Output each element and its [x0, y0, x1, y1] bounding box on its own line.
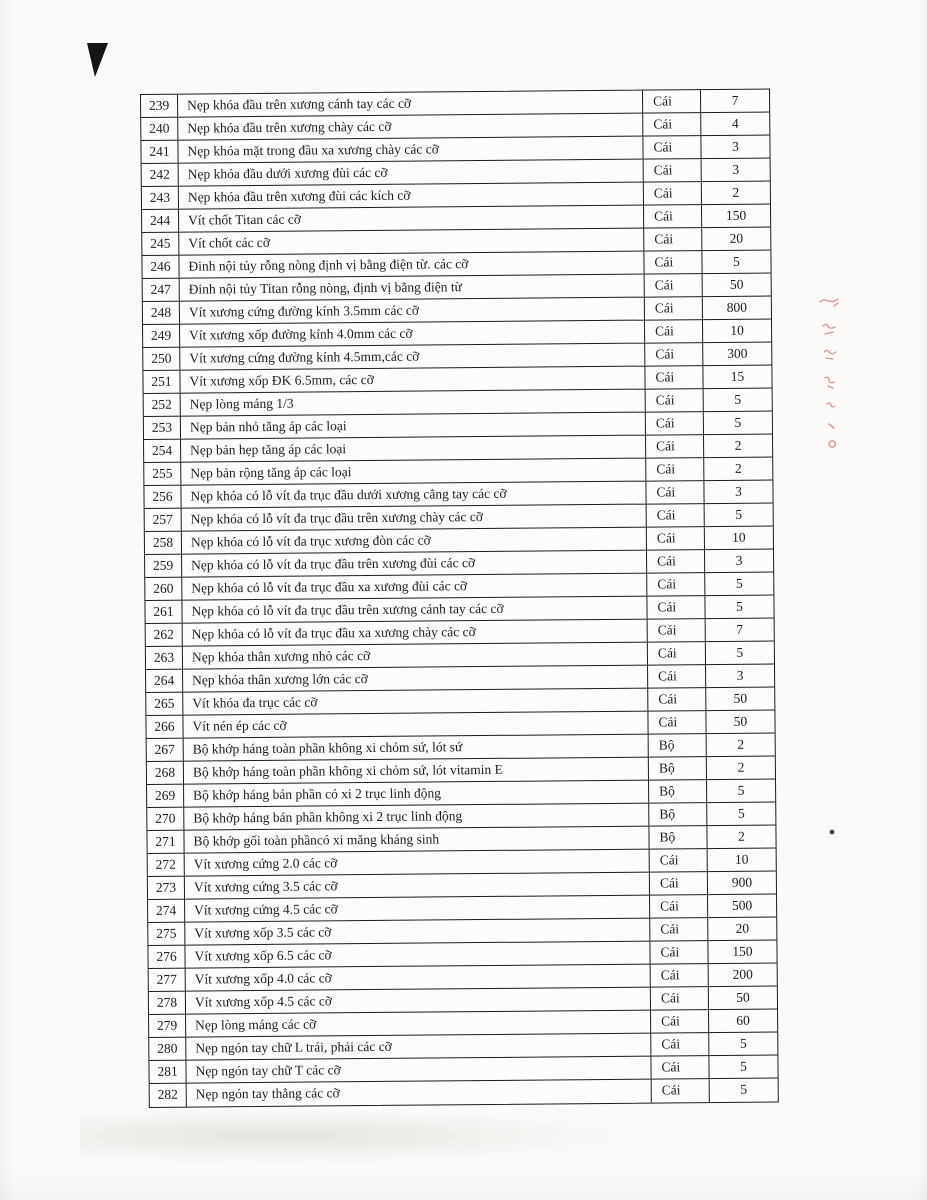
quantity-cell: 5 — [734, 414, 742, 430]
item-description-cell: Bộ khớp háng toàn phần không xi chỏm sứ, lót vitamin E — [184, 758, 649, 784]
item-description-cell: Vít xương xốp 4.0 các cỡ — [186, 965, 651, 991]
item-description-cell: Nẹp khóa đầu trên xương chày các cỡ — [178, 114, 643, 140]
row-number-cell: 268 — [147, 762, 184, 784]
row-number-cell: 260 — [145, 578, 182, 600]
quantity-cell: 5 — [736, 644, 744, 660]
row-number-cell: 254 — [144, 440, 181, 462]
unit-cell: Cái — [650, 872, 708, 895]
unit-cell: Cái — [646, 458, 704, 481]
item-description-cell: Nẹp khóa có lỗ vít đa trục xương đòn các cỡ — [182, 528, 647, 554]
item-description-cell: Nẹp bản hẹp tăng áp các loại — [181, 436, 646, 462]
unit-cell: Cái — [651, 1033, 709, 1056]
item-description-cell: Vít xương cứng 4.5 các cỡ — [185, 896, 650, 922]
row-number-cell: 277 — [149, 969, 186, 991]
item-description-cell: Vít xương cứng đường kính 4.5mm,các cỡ — [180, 344, 645, 370]
row-number-cell: 255 — [144, 463, 181, 485]
quantity-cell: 5 — [739, 1035, 747, 1051]
row-number-cell: 270 — [147, 808, 184, 830]
quantity-cell: 2 — [732, 184, 740, 200]
item-description-cell: Nẹp khóa đầu trên xương cánh tay các cỡ — [178, 91, 643, 117]
unit-cell: Cái — [650, 918, 708, 941]
unit-cell: Cái — [646, 389, 704, 412]
row-number-cell: 266 — [146, 716, 183, 738]
item-description-cell: Nẹp khóa có lỗ vít đa trục đầu trên xương đùi các cỡ — [182, 551, 647, 577]
row-number-cell: 250 — [143, 348, 180, 370]
row-number-cell: 262 — [146, 624, 183, 646]
unit-cell: Cái — [646, 412, 704, 435]
unit-cell: Cái — [648, 688, 706, 711]
row-number-cell: 258 — [145, 532, 182, 554]
row-number-cell: 251 — [143, 371, 180, 393]
item-description-cell: Nẹp bản rộng tăng áp các loại — [181, 459, 646, 485]
quantity-cell: 4 — [731, 115, 739, 131]
unit-cell: Cái — [645, 274, 703, 297]
unit-cell: Cái — [643, 90, 701, 113]
item-description-cell: Nẹp khóa thân xương nhỏ các cỡ — [183, 643, 648, 669]
unit-cell: Cái — [650, 941, 708, 964]
quantity-cell: 3 — [735, 483, 742, 499]
item-description-cell: Bộ khớp háng bán phần có xi 2 trục linh động — [184, 781, 649, 807]
quantity-cell: 2 — [734, 460, 742, 476]
quantity-cell: 5 — [740, 1081, 748, 1097]
item-description-cell: Bộ khớp gối toàn phầncó xi măng kháng sinh — [184, 827, 649, 853]
item-description-cell: Nẹp khóa mặt trong đầu xa xương chày các cỡ — [178, 137, 643, 163]
unit-cell: Cái — [646, 481, 704, 504]
quantity-cell: 7 — [736, 621, 744, 637]
quantity-cell: 2 — [734, 437, 742, 453]
quantity-cell: 5 — [735, 575, 743, 591]
row-number-cell: 248 — [143, 302, 180, 324]
quantity-cell: 5 — [734, 391, 742, 407]
item-description-cell: Bộ khớp háng bán phần không xi 2 trục linh động — [184, 804, 649, 830]
quantity-cell: 900 — [731, 874, 753, 890]
row-number-cell: 272 — [148, 854, 185, 876]
row-number-cell: 243 — [142, 187, 179, 209]
quantity-cell: 50 — [733, 690, 748, 706]
item-description-cell: Vít xương cứng đường kính 3.5mm các cỡ — [180, 298, 645, 324]
row-number-cell: 240 — [141, 118, 178, 140]
row-number-cell: 275 — [148, 923, 185, 945]
quantity-cell: 15 — [730, 368, 745, 384]
row-number-cell: 276 — [148, 946, 185, 968]
row-number-cell: 281 — [149, 1061, 186, 1083]
item-description-cell: Vít xương cứng 2.0 các cỡ — [185, 850, 650, 876]
item-description-cell: Vít xương xốp 6.5 các cỡ — [185, 942, 650, 968]
item-description-cell: Nẹp khóa có lỗ vít đa trục đầu trên xương cánh tay các cỡ — [182, 597, 647, 623]
row-number-cell: 274 — [148, 900, 185, 922]
quantity-cell: 20 — [735, 920, 750, 936]
item-description-cell: Nẹp bản nhỏ tăng áp các loại — [181, 413, 646, 439]
unit-cell: Cái — [648, 619, 706, 642]
row-number-cell: 257 — [145, 509, 182, 531]
row-number-cell: 263 — [146, 647, 183, 669]
quantity-cell: 200 — [732, 966, 753, 982]
item-description-cell: Nẹp ngón tay chữ L trái, phải các cỡ — [186, 1034, 651, 1060]
item-description-cell: Vít nén ép các cỡ — [183, 712, 648, 738]
row-number-cell: 242 — [142, 164, 179, 186]
row-number-cell: 245 — [142, 233, 179, 255]
item-description-cell: Nẹp khóa đầu trên xương đùi các kích cỡ — [179, 183, 644, 209]
quantity-cell: 20 — [729, 230, 744, 246]
quantity-cell: 10 — [732, 529, 746, 545]
quantity-cell: 3 — [735, 552, 743, 568]
items-table — [140, 89, 779, 1108]
item-description-cell: Đinh nội tủy rỗng nòng định vị bằng điện từ. các cỡ — [179, 252, 644, 278]
unit-cell: Cái — [648, 711, 706, 734]
unit-cell: Bộ — [649, 757, 707, 780]
item-description-cell: Nẹp khóa có lỗ vít đa trục đầu xa xương chày các cỡ — [183, 620, 648, 646]
quantity-cell: 10 — [734, 851, 749, 867]
item-description-cell: Vít chốt các cỡ — [179, 229, 644, 255]
unit-cell: Cái — [645, 297, 703, 320]
unit-cell: Cái — [643, 136, 701, 159]
quantity-cell: 150 — [732, 943, 753, 959]
quantity-cell: 5 — [737, 782, 745, 798]
row-number-cell: 271 — [147, 831, 184, 853]
item-description-cell: Vít khóa đa trục các cỡ — [183, 689, 648, 715]
unit-cell: Cái — [644, 251, 702, 274]
quantity-cell: 10 — [730, 322, 744, 338]
quantity-cell: 500 — [731, 897, 753, 913]
quantity-cell: 3 — [736, 667, 744, 683]
item-description-cell: Nẹp khóa có lỗ vít đa trục đầu dưới xương cẳng tay các cỡ — [181, 482, 646, 508]
scan-corner-fold-mark — [87, 43, 108, 77]
item-description-cell: Nẹp ngón tay thẳng các cỡ — [187, 1080, 652, 1107]
unit-cell: Cái — [651, 1056, 709, 1079]
item-description-cell: Vít chốt Titan các cỡ — [179, 206, 644, 232]
quantity-cell: 5 — [736, 598, 743, 614]
unit-cell: Cái — [644, 205, 702, 228]
item-description-cell: Vít xương xốp ĐK 6.5mm, các cỡ — [180, 367, 645, 393]
row-number-cell: 259 — [145, 555, 182, 577]
row-number-cell: 239 — [141, 95, 178, 117]
unit-cell: Cái — [645, 320, 703, 343]
row-number-cell: 264 — [146, 670, 183, 692]
scan-shadow-band — [80, 1108, 640, 1164]
item-description-cell: Nẹp khóa đầu dưới xương đùi các cỡ — [179, 160, 644, 186]
unit-cell: Bộ — [649, 734, 707, 757]
unit-cell: Cái — [643, 113, 701, 136]
quantity-cell: 2 — [737, 736, 745, 752]
row-number-cell: 256 — [144, 486, 181, 508]
item-description-cell: Vít xương xốp 4.5 các cỡ — [186, 988, 651, 1014]
item-description-cell: Đinh nội tủy Titan rỗng nòng, định vị bằng điện từ — [180, 275, 645, 301]
unit-cell: Cái — [644, 159, 702, 182]
handwritten-margin-annotation — [816, 294, 844, 454]
quantity-cell: 2 — [737, 759, 745, 775]
unit-cell: Bộ — [649, 826, 707, 849]
unit-cell: Cái — [646, 435, 704, 458]
unit-cell: Cái — [652, 1079, 710, 1103]
unit-cell: Cái — [647, 550, 705, 573]
row-number-cell: 279 — [149, 1015, 186, 1037]
item-description-cell: Vít xương cứng 3.5 các cỡ — [185, 873, 650, 899]
row-number-cell: 267 — [147, 739, 184, 761]
quantity-cell: 3 — [732, 138, 739, 154]
table-row — [150, 1078, 778, 1106]
quantity-cell: 300 — [727, 345, 748, 361]
row-number-cell: 247 — [143, 279, 180, 301]
row-number-cell: 282 — [150, 1084, 187, 1107]
unit-cell: Cái — [644, 182, 702, 205]
unit-cell: Cái — [648, 665, 706, 688]
quantity-cell: 5 — [737, 805, 745, 821]
row-number-cell: 265 — [146, 693, 183, 715]
item-description-cell: Nẹp khóa có lỗ vít đa trục đầu trên xương chày các cỡ — [182, 505, 647, 531]
item-description-cell: Nẹp ngón tay chữ T các cỡ — [186, 1057, 651, 1083]
unit-cell: Bộ — [649, 780, 707, 803]
quantity-cell: 50 — [733, 713, 748, 729]
row-number-cell: 241 — [141, 141, 178, 163]
item-description-cell: Bộ khớp háng toàn phần không xi chỏm sứ, lót sứ — [184, 735, 649, 761]
row-number-cell: 244 — [142, 210, 179, 232]
row-number-cell: 246 — [142, 256, 179, 278]
unit-cell: Cái — [650, 849, 708, 872]
row-number-cell: 269 — [147, 785, 184, 807]
unit-cell: Cái — [647, 527, 705, 550]
quantity-cell: 5 — [740, 1058, 747, 1074]
quantity-cell: 3 — [732, 161, 740, 177]
quantity-cell: 50 — [729, 276, 744, 292]
unit-cell: Cái — [644, 228, 702, 251]
unit-cell: Cái — [647, 504, 705, 527]
row-number-cell: 253 — [144, 417, 181, 439]
quantity-cell: 5 — [735, 506, 743, 522]
quantity-cell: 800 — [726, 299, 748, 315]
unit-cell: Cái — [651, 964, 709, 987]
unit-cell: Cái — [645, 343, 703, 366]
row-number-cell: 249 — [143, 325, 180, 347]
unit-cell: Cái — [651, 987, 709, 1010]
quantity-cell: 2 — [738, 828, 745, 844]
unit-cell: Cái — [650, 895, 708, 918]
unit-cell: Cái — [647, 596, 705, 619]
item-description-cell: Vít xương xốp 3.5 các cỡ — [185, 919, 650, 945]
quantity-cell: 150 — [725, 207, 747, 223]
unit-cell: Bộ — [649, 803, 707, 826]
item-description-cell: Nẹp lòng máng các cỡ — [186, 1011, 651, 1037]
quantity-cell: 7 — [731, 92, 739, 108]
row-number-cell: 252 — [144, 394, 181, 416]
unit-cell: Cái — [647, 573, 705, 596]
item-description-cell: Vít xương xốp đường kính 4.0mm các cỡ — [180, 321, 645, 347]
row-number-cell: 273 — [148, 877, 185, 899]
quantity-cell: 5 — [733, 253, 740, 269]
unit-cell: Cái — [645, 366, 703, 389]
row-number-cell: 280 — [149, 1038, 186, 1060]
quantity-cell: 50 — [736, 989, 750, 1005]
item-description-cell: Nẹp khóa có lỗ vít đa trục đầu xa xương đùi các cỡ — [182, 574, 647, 600]
unit-cell: Cái — [648, 642, 706, 665]
unit-cell: Cái — [651, 1010, 709, 1033]
ink-speck — [830, 830, 834, 834]
item-description-cell: Nẹp lòng máng 1/3 — [181, 390, 646, 416]
row-number-cell: 261 — [145, 601, 182, 623]
quantity-cell: 60 — [736, 1012, 750, 1028]
item-description-cell: Nẹp khóa thân xương lớn các cỡ — [183, 666, 648, 692]
row-number-cell: 278 — [149, 992, 186, 1014]
